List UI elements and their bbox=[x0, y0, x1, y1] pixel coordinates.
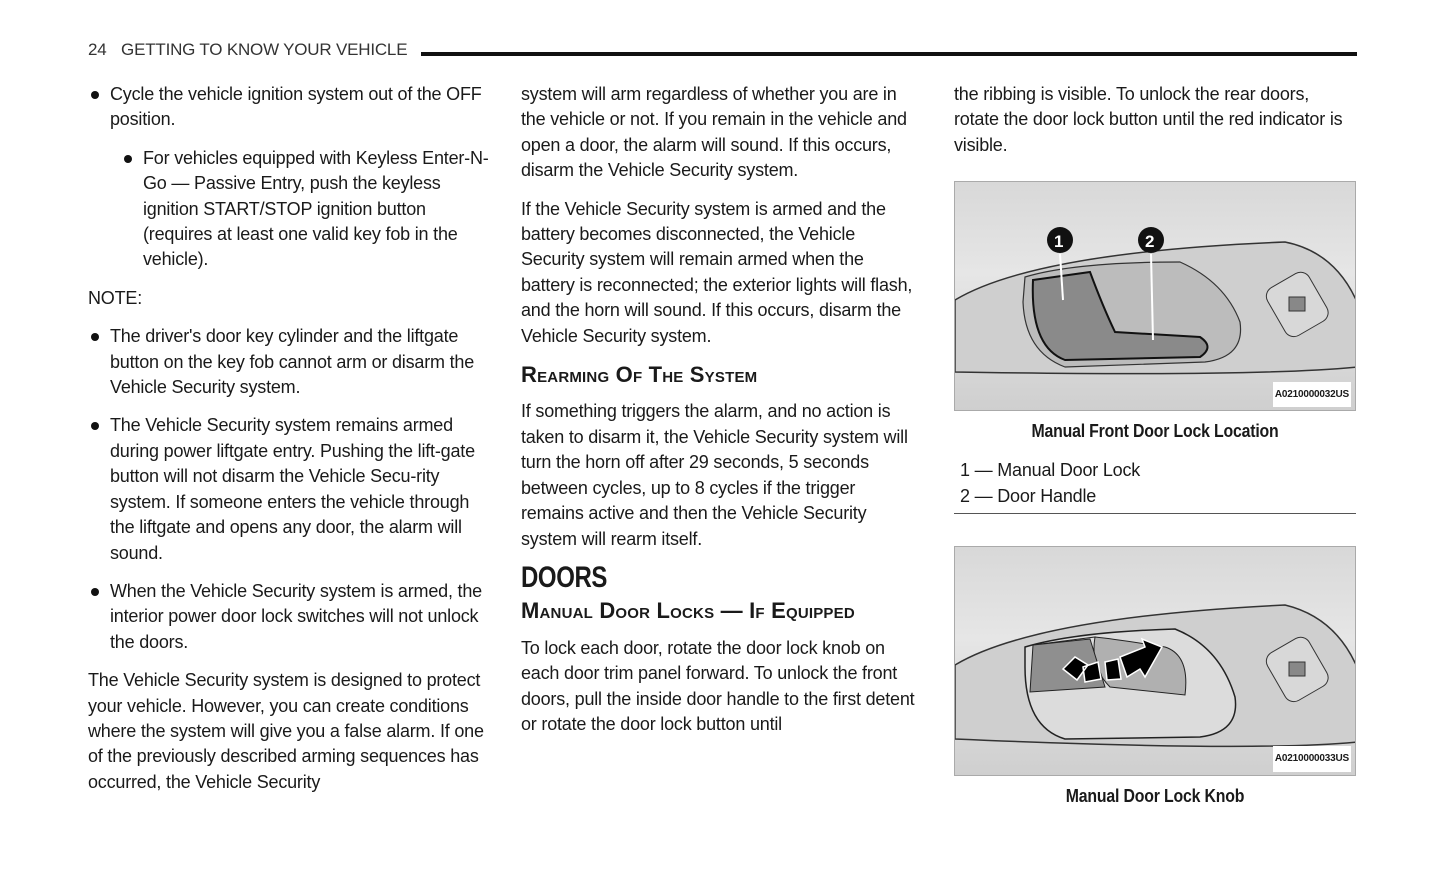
figure-caption: Manual Door Lock Knob bbox=[1065, 785, 1245, 806]
paragraph: system will arm regardless of whether you are in the vehicle or not. If you remain in the vehicle and open a door, the alarm will sound. If this occurs, disarm the Vehicle Security system. bbox=[521, 84, 907, 181]
legend-item: 1 — Manual Door Lock bbox=[960, 459, 1141, 480]
heading-doors: DOORS bbox=[521, 560, 608, 594]
callout-2-label: 2 bbox=[1145, 232, 1155, 252]
note-bullet: The driver's door key cylinder and the liftgate button on the key fob cannot arm or disarm the Vehicle Security system. bbox=[88, 324, 493, 400]
callout-1-label: 1 bbox=[1054, 232, 1064, 252]
figure-front-door-lock bbox=[954, 181, 1356, 411]
paragraph: To lock each door, rotate the door lock knob on each door trim panel forward. To unlock the front doors, pull the inside door handle to the first detent or rotate the door lock button until bbox=[521, 637, 915, 734]
sub-bullet-item: For vehicles equipped with Keyless Enter-N-Go — Passive Entry, push the keyless ignition START/STOP ignition button (requires at least one valid key fob in the vehicle). bbox=[121, 146, 493, 273]
door-knob-illustration bbox=[955, 547, 1355, 775]
section-title: GETTING TO KNOW YOUR VEHICLE bbox=[121, 40, 408, 59]
note-bullet: The Vehicle Security system remains armed during power liftgate entry. Pushing the lift-gate button will not disarm the Vehicle Secu-rity system. If someone enters the vehicle through the liftgate and opens any door, the alarm will sound. bbox=[88, 413, 493, 565]
figure-door-lock-knob bbox=[954, 546, 1356, 776]
legend-divider bbox=[954, 513, 1356, 514]
paragraph: If something triggers the alarm, and no action is taken to disarm it, the Vehicle Security system will turn the horn off after 29 seconds, 5 seconds between cycles, up to 8 cycles if the trigger remains active and then the Vehicle Security system will rearm itself. bbox=[521, 401, 908, 549]
note-label: NOTE: bbox=[88, 287, 143, 308]
paragraph: The Vehicle Security system is designed to protect your vehicle. However, you can create conditions where the system will give you a false alarm. If one of the previously described arming sequences has occurred, the Vehicle Security bbox=[88, 670, 484, 792]
paragraph: the ribbing is visible. To unlock the rear doors, rotate the door lock button until the red indicator is visible. bbox=[954, 84, 1343, 155]
column-middle bbox=[521, 82, 921, 750]
heading-manual-door-locks: Manual Door Locks — If Equipped bbox=[521, 598, 855, 624]
heading-rearming: Rearming Of The System bbox=[521, 362, 758, 388]
note-bullet: When the Vehicle Security system is armed, the interior power door lock switches will not unlock the doors. bbox=[88, 579, 493, 655]
door-handle-illustration bbox=[955, 182, 1355, 410]
figure-id: A0210000032US bbox=[1273, 382, 1351, 407]
running-header bbox=[88, 40, 407, 60]
paragraph: If the Vehicle Security system is armed and the battery becomes disconnected, the Vehicle Security system will remain armed when the battery is reconnected; the exterior lights will flash, and the horn will sound. If this occurs, disarm the Vehicle Security system. bbox=[521, 198, 913, 346]
header-rule bbox=[421, 52, 1357, 56]
page-number: 24 bbox=[88, 40, 107, 59]
figure-caption: Manual Front Door Lock Location bbox=[1031, 421, 1279, 442]
bullet-item: Cycle the vehicle ignition system out of the OFF position. bbox=[88, 82, 493, 133]
column-right bbox=[954, 82, 1356, 821]
figure-id: A0210000033US bbox=[1273, 746, 1351, 771]
column-left bbox=[88, 82, 493, 808]
legend-item: 2 — Door Handle bbox=[960, 485, 1097, 506]
